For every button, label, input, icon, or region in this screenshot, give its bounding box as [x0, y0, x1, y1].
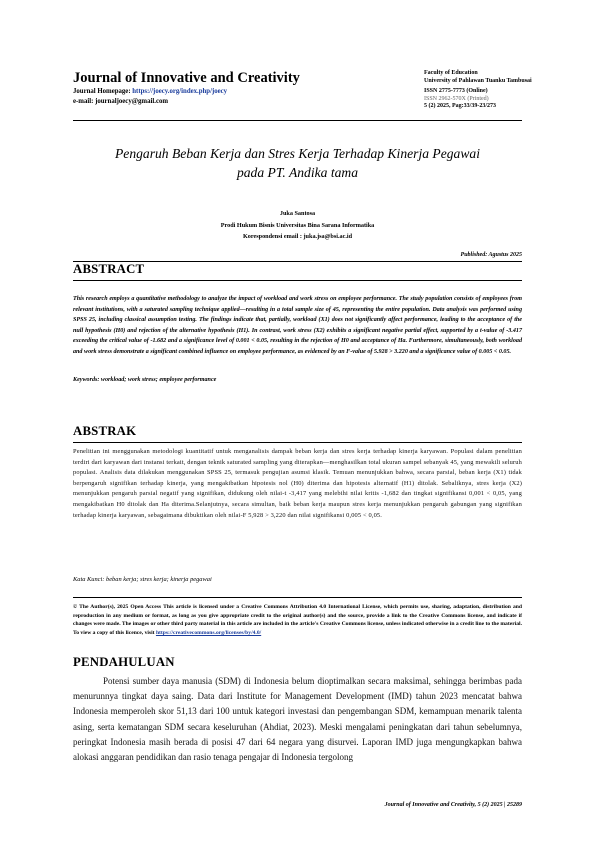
- faculty: Faculty of Education: [424, 70, 478, 76]
- issn-online: ISSN 2775-7773 (Online): [424, 88, 488, 95]
- paper-title: [73, 144, 522, 182]
- keywords-en: Keywords: workload; work stress; employee performance: [73, 377, 217, 383]
- email-label: e-mail:: [73, 98, 96, 105]
- homepage-link[interactable]: https://joecy.org/index.php/joecy: [132, 88, 228, 95]
- keywords-rule: [73, 597, 522, 598]
- intro-paragraph: Potensi sumber daya manusia (SDM) di Indonesia belum dioptimalkan secara maksimal, sehingga berimbas pada menurunnya tingkat daya saing. Data dari Institute for Management Development (IMD) tahun 2023 mencatat bahwa Indonesia memperoleh skor 51,13 dari 100 untuk kategori investasi dan pengembangan SDM, kemampuan menarik talenta asing, serta kematangan SDM secara keseluruhan (Ahdiat, 2023). Meski mengalami peningkatan dari tahun sebelumnya, peringkat Indonesia masih berada di posisi 47 dari 64 negara yang disurvei. Laporan IMD juga mengungkapkan bahwa alokasi anggaran pendidikan dan rasio tenaga pengajar di Indonesia tergolong: [73, 676, 522, 763]
- license-note: [73, 603, 522, 638]
- homepage-label: Journal Homepage:: [73, 88, 133, 95]
- university: University of Pahlawan Tuanku Tambusai: [424, 77, 532, 84]
- intro-body: [73, 674, 522, 765]
- issn-print: ISSN 2962-570X (Printed): [424, 95, 489, 102]
- keywords-id: Kata Kunci: beban kerja; stres kerja; kinerja pegawai: [73, 576, 212, 583]
- journal-header: [73, 70, 373, 107]
- journal-title: Journal of Innovative and Creativity: [73, 70, 300, 86]
- header-rule: [73, 120, 522, 121]
- page-footer: Journal of Innovative and Creativity, 5 (2) 2025 | 25289: [384, 802, 522, 808]
- abstract-id-text: Penelitian ini menggunakan metodologi kuantitatif untuk menganalisis dampak beban kerja dan stres kerja terhadap kinerja karyawan. Populasi dalam penelitian terdiri dari karyawan dari instansi terkait, dengan teknik saturated sampling yang diterapkan—menghasilkan total ukuran sampel sebanyak 45, yang mewakili seluruh populasi. Analisis data dilakukan menggunakan SPSS 25, termasuk pengujian asumsi klasik. Temuan menunjukkan bahwa, secara parsial, beban kerja (X1) tidak berpengaruh signifikan terhadap kinerja, yang mengakibatkan hipotesis nol (H0) diterima dan hipotesis alternatif (H1) ditolak. Sebaliknya, stres kerja (X2) menunjukkan pengaruh parsial negatif yang signifikan, didukung oleh nilai-t -3,417 yang melebihi nilai kritis -1,682 dan tingkat signifikansi 0,001 < 0,05, yang mengakibatkan H0 ditolak dan Ha diterima.Selanjutnya, secara simultan, baik beban kerja maupun stres kerja menunjukkan pengaruh gabungan yang signifikan terhadap kinerja karyawan, sebagaimana dibuktikan oleh nilai-F 5,928 > 3,220 dan nilai signifikansi 0,005 < 0,05.: [73, 448, 522, 519]
- intro-heading: PENDAHULUAN: [73, 655, 175, 669]
- journal-meta: [424, 70, 539, 111]
- title-line-2: pada PT. Andika tama: [236, 165, 359, 180]
- abstract-heading: ABSTRACT: [73, 262, 145, 276]
- license-text: © The Author(s), 2025 Open Access This article is licensed under a Creative Commons Attribution 4.0 International License, which permits use, sharing, adaptation, distribution and reproduction in any medium or format, as long as you give appropriate credit to the original author(s) and the source, provide a link to the Creative Commons license, and indicate if changes were made. The images or other third party material in this article are included in the article's Creative Commons license, unless indicated otherwise in a credit line to the material. To view a copy of this licence, visit: [73, 604, 522, 637]
- journal-homepage: [73, 87, 373, 97]
- abstract-heading-rule: [73, 280, 522, 281]
- title-line-1: Pengaruh Beban Kerja dan Stres Kerja Terhadap Kinerja Pegawai: [114, 146, 480, 161]
- abstrak-heading-rule: [73, 442, 522, 443]
- author-email: Korespondensi email : juka.jsa@bsi.ac.id: [242, 233, 353, 240]
- author-affiliation: Prodi Hukum Bisnis Universitas Bina Sarana Informatika: [220, 221, 375, 229]
- published-date: Published: Agustus 2025: [460, 252, 522, 258]
- license-link[interactable]: https://creativecommons.org/licenses/by/4.0/: [155, 630, 262, 637]
- abstrak-heading: ABSTRAK: [73, 424, 137, 438]
- author-block: [73, 208, 522, 243]
- volume-info: 5 (2) 2025, Pag:33/39-23/273: [424, 103, 496, 110]
- abstract-en-text: This research employs a quantitative methodology to analyze the impact of workload and work stress on employee performance. The study population consists of employees from relevant institutions, with a saturated sampling technique applied—resulting in a total sample size of 45, representing the entire population. Data analysis was performed using SPSS 25, including classical assumption testing. The findings indicate that, partially, workload (X1) does not significantly affect performance, leading to the acceptance of the null hypothesis (H0) and rejection of the alternative hypothesis (H1). In contrast, work stress (X2) exhibits a significant negative partial effect, supported by a t-value of -3.417 exceeding the critical value of -1.682 and a significance level of 0.001 < 0.05, resulting in the rejection of H0 and acceptance of Ha. Furthermore, simultaneously, both workload and work stress demonstrate a significant combined influence on employee performance, as evidenced by an F-value of 5.928 > 3.220 and a significance value of 0.005 < 0.05.: [73, 296, 522, 355]
- author-name: Juka Santosa: [279, 210, 316, 217]
- journal-email: [73, 97, 373, 107]
- email-value: journaljoecy@gmail.com: [95, 98, 169, 105]
